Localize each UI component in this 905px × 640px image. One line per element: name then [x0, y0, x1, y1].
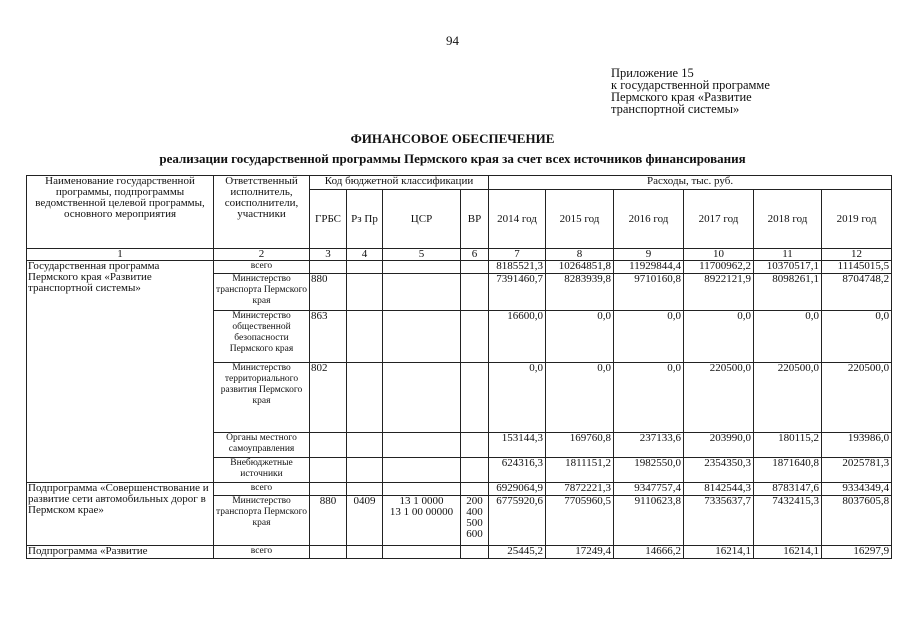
row-executor: Министерство транспорта Пермского края: [214, 274, 310, 311]
column-number: 1: [27, 249, 214, 261]
appendix-note: [611, 67, 770, 115]
appendix-line: к государственной программе: [611, 78, 770, 92]
column-number: 5: [383, 249, 461, 261]
column-number: 3: [310, 249, 347, 261]
row-csr: [383, 311, 461, 363]
row-value: 10264851,8: [546, 261, 614, 274]
row-value: 0,0: [546, 311, 614, 363]
header-year: 2017 год: [684, 190, 754, 249]
row-executor: Министерство транспорта Пермского края: [214, 496, 310, 546]
row-value: 0,0: [489, 363, 546, 433]
row-value: 9110623,8: [614, 496, 684, 546]
row-value: 14666,2: [614, 546, 684, 559]
row-value: 16600,0: [489, 311, 546, 363]
header-budget-code: Код бюджетной классификации: [310, 176, 489, 190]
row-value: 2354350,3: [684, 458, 754, 483]
row-value: 9347757,4: [614, 483, 684, 496]
row-csr: [383, 433, 461, 458]
header-year: 2019 год: [822, 190, 892, 249]
row-rzpr: [347, 458, 383, 483]
row-csr: [383, 261, 461, 274]
row-value: 8185521,3: [489, 261, 546, 274]
row-value: 6929064,9: [489, 483, 546, 496]
row-value: 220500,0: [822, 363, 892, 433]
row-vr: [461, 433, 489, 458]
row-csr: 13 1 0000 13 1 00 00000: [383, 496, 461, 546]
row-executor: Органы местного самоуправления: [214, 433, 310, 458]
row-vr: [461, 458, 489, 483]
row-executor: всего: [214, 261, 310, 274]
row-grbs: 802: [310, 363, 347, 433]
row-value: 169760,8: [546, 433, 614, 458]
row-csr: [383, 363, 461, 433]
row-value: 9334349,4: [822, 483, 892, 496]
row-value: 16214,1: [684, 546, 754, 559]
row-executor: Министерство общественной безопасности Пермского края: [214, 311, 310, 363]
header-year: 2014 год: [489, 190, 546, 249]
row-value: 1871640,8: [754, 458, 822, 483]
column-number: 9: [614, 249, 684, 261]
row-name: Подпрограмма «Совершенствование и развитие сети автомобильных дорог в Пермском крае»: [27, 483, 214, 546]
row-value: 7872221,3: [546, 483, 614, 496]
row-executor: всего: [214, 483, 310, 496]
header-vr: ВР: [461, 190, 489, 249]
row-rzpr: [347, 274, 383, 311]
row-value: 16297,9: [822, 546, 892, 559]
row-value: 0,0: [684, 311, 754, 363]
row-csr: [383, 546, 461, 559]
row-csr: [383, 458, 461, 483]
row-value: 0,0: [614, 311, 684, 363]
appendix-line: транспортной системы»: [611, 102, 740, 116]
header-rzpr: Рз Пр: [347, 190, 383, 249]
row-grbs: [310, 458, 347, 483]
header-expenses: Расходы, тыс. руб.: [489, 176, 892, 190]
header-csr: ЦСР: [383, 190, 461, 249]
row-value: 11145015,5: [822, 261, 892, 274]
row-vr: [461, 261, 489, 274]
row-rzpr: [347, 483, 383, 496]
row-rzpr: 0409: [347, 496, 383, 546]
column-number: 11: [754, 249, 822, 261]
row-value: 220500,0: [754, 363, 822, 433]
table-row: [27, 483, 892, 496]
header-name: Наименование государственной программы, подпрограммы ведомственной целевой программы, основного мероприятия: [27, 176, 214, 249]
financing-table: [26, 175, 892, 559]
row-value: 7705960,5: [546, 496, 614, 546]
appendix-line: Пермского края «Развитие: [611, 90, 752, 104]
row-value: 180115,2: [754, 433, 822, 458]
row-value: 220500,0: [684, 363, 754, 433]
row-value: 0,0: [822, 311, 892, 363]
row-value: 237133,6: [614, 433, 684, 458]
row-rzpr: [347, 261, 383, 274]
column-number: 4: [347, 249, 383, 261]
row-value: 11700962,2: [684, 261, 754, 274]
row-value: 7335637,7: [684, 496, 754, 546]
row-value: 153144,3: [489, 433, 546, 458]
row-value: 0,0: [614, 363, 684, 433]
row-grbs: [310, 483, 347, 496]
row-grbs: 880: [310, 496, 347, 546]
row-grbs: [310, 433, 347, 458]
row-value: 9710160,8: [614, 274, 684, 311]
row-value: 193986,0: [822, 433, 892, 458]
column-number: 6: [461, 249, 489, 261]
row-value: 16214,1: [754, 546, 822, 559]
row-rzpr: [347, 363, 383, 433]
row-grbs: 880: [310, 274, 347, 311]
table-row: [27, 261, 892, 274]
row-value: 8283939,8: [546, 274, 614, 311]
row-vr: [461, 483, 489, 496]
page-number: 94: [446, 33, 459, 48]
row-value: 11929844,4: [614, 261, 684, 274]
row-value: 0,0: [754, 311, 822, 363]
row-rzpr: [347, 311, 383, 363]
row-vr: [461, 274, 489, 311]
row-executor: всего: [214, 546, 310, 559]
header-year: 2018 год: [754, 190, 822, 249]
row-vr: [461, 311, 489, 363]
row-value: 203990,0: [684, 433, 754, 458]
column-number: 2: [214, 249, 310, 261]
column-number: 10: [684, 249, 754, 261]
row-value: 6775920,6: [489, 496, 546, 546]
row-grbs: [310, 261, 347, 274]
row-value: 8704748,2: [822, 274, 892, 311]
row-value: 8922121,9: [684, 274, 754, 311]
row-value: 2025781,3: [822, 458, 892, 483]
row-executor: Министерство территориального развития Пермского края: [214, 363, 310, 433]
header-year: 2015 год: [546, 190, 614, 249]
header-grbs: ГРБС: [310, 190, 347, 249]
row-value: 7432415,3: [754, 496, 822, 546]
header-year: 2016 год: [614, 190, 684, 249]
row-value: 0,0: [546, 363, 614, 433]
row-value: 1811151,2: [546, 458, 614, 483]
row-value: 8037605,8: [822, 496, 892, 546]
row-value: 1982550,0: [614, 458, 684, 483]
column-number: 7: [489, 249, 546, 261]
row-value: 8142544,3: [684, 483, 754, 496]
row-value: 10370517,1: [754, 261, 822, 274]
column-number: 12: [822, 249, 892, 261]
document-subtitle: реализации государственной программы Пермского края за счет всех источников финансирования: [159, 151, 746, 166]
column-number: 8: [546, 249, 614, 261]
row-value: 8098261,1: [754, 274, 822, 311]
appendix-line: Приложение 15: [611, 66, 694, 80]
row-value: 624316,3: [489, 458, 546, 483]
row-csr: [383, 483, 461, 496]
header-executor: Ответственный исполнитель, соисполнители, участники: [214, 176, 310, 249]
row-vr: 200 400 500 600: [461, 496, 489, 546]
row-name: Подпрограмма «Развитие: [27, 546, 214, 559]
row-rzpr: [347, 433, 383, 458]
row-name: Государственная программа Пермского края «Развитие транспортной системы»: [27, 261, 214, 483]
row-value: 25445,2: [489, 546, 546, 559]
row-value: 7391460,7: [489, 274, 546, 311]
row-vr: [461, 546, 489, 559]
row-grbs: [310, 546, 347, 559]
row-value: 8783147,6: [754, 483, 822, 496]
row-rzpr: [347, 546, 383, 559]
document-title: ФИНАНСОВОЕ ОБЕСПЕЧЕНИЕ: [350, 131, 555, 146]
row-executor: Внебюджетные источники: [214, 458, 310, 483]
row-value: 17249,4: [546, 546, 614, 559]
row-csr: [383, 274, 461, 311]
row-vr: [461, 363, 489, 433]
table-row: [27, 546, 892, 559]
row-grbs: 863: [310, 311, 347, 363]
